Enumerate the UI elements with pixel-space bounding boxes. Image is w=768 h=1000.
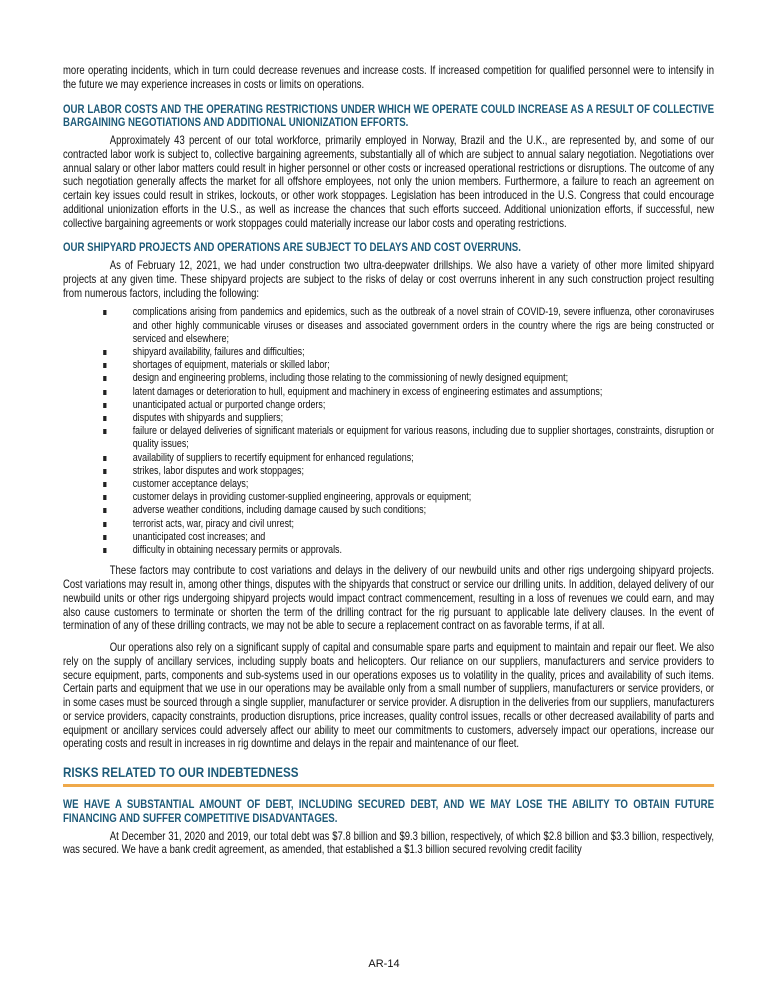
list-item-text: failure or delayed deliveries of significant materials or equipment for various reasons, including due to supplier shortages, constraints, disruption or quality issues; [132, 425, 715, 451]
section-heading-indebtedness: RISKS RELATED TO OUR INDEBTEDNESS [63, 765, 714, 787]
list-item-text: customer acceptance delays; [132, 478, 249, 491]
bullet-icon [103, 403, 106, 408]
list-item [63, 478, 714, 491]
bullet-icon [103, 376, 106, 381]
list-item [63, 399, 714, 412]
bullet-icon [103, 429, 106, 434]
list-item [63, 372, 714, 385]
list-item [63, 452, 714, 465]
list-item-text: shortages of equipment, materials or skilled labor; [132, 359, 330, 372]
bullet-icon [103, 363, 106, 368]
list-item-text: customer delays in providing customer-supplied engineering, approvals or equipment; [132, 491, 472, 504]
bullet-icon [103, 508, 106, 513]
list-item [63, 518, 714, 531]
document-body [63, 64, 714, 857]
page-number: AR-14 [368, 958, 400, 970]
list-item-text: design and engineering problems, including those relating to the commissioning of newly designed equipment; [132, 372, 569, 385]
bullet-icon [103, 495, 106, 500]
paragraph-supply: Our operations also rely on a significant supply of capital and consumable spare parts and equipment to maintain and repair our fleet. We also rely on the supply of ancillary services, including supply boats and helicopters. Our reliance on our suppliers, manufacturers and service providers to secure equipment, parts, components and sub-systems used in our operations exposes us to volatility in the quality, prices and availability of such items. Certain parts and equipment that we use in our operations may be available only from a small number of suppliers, manufacturers or service providers, or in some cases must be sourced through a single supplier, manufacturer or service provider. A disruption in the deliveries from our suppliers, manufacturers or service providers, capacity constraints, production disruptions, price increases, quality control issues, recalls or other decreased availability of parts and equipment or ancillary services could adversely affect our ability to meet our commitments to customers, adversely impact our operations, increase our operating costs and result in increases in rig downtime and delays in the repair and maintenance of our fleet. [63, 641, 715, 751]
list-item [63, 346, 714, 359]
list-item-text: unanticipated actual or purported change orders; [132, 398, 326, 411]
heading-labor-costs: OUR LABOR COSTS AND THE OPERATING RESTRICTIONS UNDER WHICH WE OPERATE COULD INCREASE AS A RESULT OF COLLECTIVE BARGAINING NEGOTIATIONS AND ADDITIONAL UNIONIZATION EFFORTS. [63, 101, 715, 130]
bullet-icon [103, 350, 106, 355]
list-item-text: disputes with shipyards and suppliers; [132, 412, 284, 425]
paragraph-continued: more operating incidents, which in turn could decrease revenues and increase costs. If increased competition for qualified personnel were to intensify in the future we may experience increases in costs or limits on operations. [63, 64, 715, 91]
list-item-text: difficulty in obtaining necessary permits or approvals. [132, 544, 343, 557]
list-item [63, 359, 714, 372]
list-item-text: unanticipated cost increases; and [132, 530, 266, 543]
bullet-icon [103, 548, 106, 553]
list-item [63, 412, 714, 425]
list-item-text: latent damages or deterioration to hull, equipment and machinery in excess of engineering estimates and assumptions; [132, 385, 603, 398]
bullet-icon [103, 522, 106, 527]
list-item-text: adverse weather conditions, including damage caused by such conditions; [132, 504, 427, 517]
bullet-icon [103, 482, 106, 487]
list-item [63, 491, 714, 504]
list-item [63, 544, 714, 557]
list-item [63, 306, 714, 346]
paragraph-labor: Approximately 43 percent of our total workforce, primarily employed in Norway, Brazil and the U.K., are represented by, and some of our contracted labor work is subject to, collective bargaining agreements, substantially all of which are subject to annual salary negotiation. Negotiations over annual salary or other labor matters could result in higher personnel or other costs or increased operational restrictions or disruptions. The outcome of any such negotiation generally affects the market for all offshore employees, not only the union members. Furthermore, a failure to reach an agreement on certain key issues could result in strikes, lockouts, or other work stoppages. Legislation has been introduced in the U.S. Congress that could encourage additional unionization efforts in the U.S., as well as increase the chances that such efforts succeed. Additional unionization efforts, if successful, new collective bargaining agreements or work stoppages could materially increase our labor costs and operating restrictions. [63, 134, 715, 230]
list-item [63, 425, 714, 451]
list-item [63, 386, 714, 399]
bullet-icon [103, 535, 106, 540]
list-item-text: shipyard availability, failures and difficulties; [132, 346, 305, 358]
list-item-text: complications arising from pandemics and epidemics, such as the outbreak of a novel strain of COVID-19, severe influenza, other coronaviruses and other highly communicable viruses or diseases and associated government orders in the country where the rigs are being constructed or serviced and elsewhere; [132, 306, 715, 345]
list-item-text: terrorist acts, war, piracy and civil unrest; [132, 517, 294, 530]
bullet-icon [103, 416, 106, 421]
bullet-icon [103, 456, 106, 461]
list-item-text: strikes, labor disputes and work stoppages; [132, 464, 304, 477]
risk-factor-list [63, 306, 714, 557]
heading-debt: WE HAVE A SUBSTANTIAL AMOUNT OF DEBT, INCLUDING SECURED DEBT, AND WE MAY LOSE THE ABILITY TO OBTAIN FUTURE FINANCING AND SUFFER COMPETITIVE DISADVANTAGES. [63, 797, 715, 825]
list-item [63, 465, 714, 478]
bullet-icon [103, 390, 106, 395]
bullet-icon [103, 469, 106, 474]
list-item [63, 531, 714, 544]
heading-shipyard: OUR SHIPYARD PROJECTS AND OPERATIONS ARE SUBJECT TO DELAYS AND COST OVERRUNS. [63, 240, 521, 255]
paragraph-cost-variations: These factors may contribute to cost variations and delays in the delivery of our newbuild units and other rigs undergoing shipyard projects. Cost variations may result in, among other things, disputes with the shipyards that construct or service our drilling units. In addition, delayed delivery of our newbuild units or other rigs undergoing shipyard projects would impact contract commencement, resulting in a loss of revenues we could earn, and may also cause customers to terminate or shorten the term of the drilling contract for the rig pursuant to applicable late delivery clauses. In the event of termination of any of these drilling contracts, we may not be able to secure a replacement contract on as favorable terms, if at all. [63, 564, 715, 633]
list-item [63, 504, 714, 517]
paragraph-shipyard: As of February 12, 2021, we had under construction two ultra-deepwater drillships. We also have a variety of other more limited shipyard projects at any given time. These shipyard projects are subject to the risks of delay or cost overruns inherent in any such construction project resulting from numerous factors, including the following: [63, 259, 715, 300]
bullet-icon [103, 310, 106, 315]
paragraph-debt: At December 31, 2020 and 2019, our total debt was $7.8 billion and $9.3 billion, respectively, of which $2.8 billion and $3.3 billion, respectively, was secured. We have a bank credit agreement, as amended, that established a $1.3 billion secured revolving credit facility [63, 829, 715, 857]
list-item-text: availability of suppliers to recertify equipment for enhanced regulations; [132, 451, 414, 464]
